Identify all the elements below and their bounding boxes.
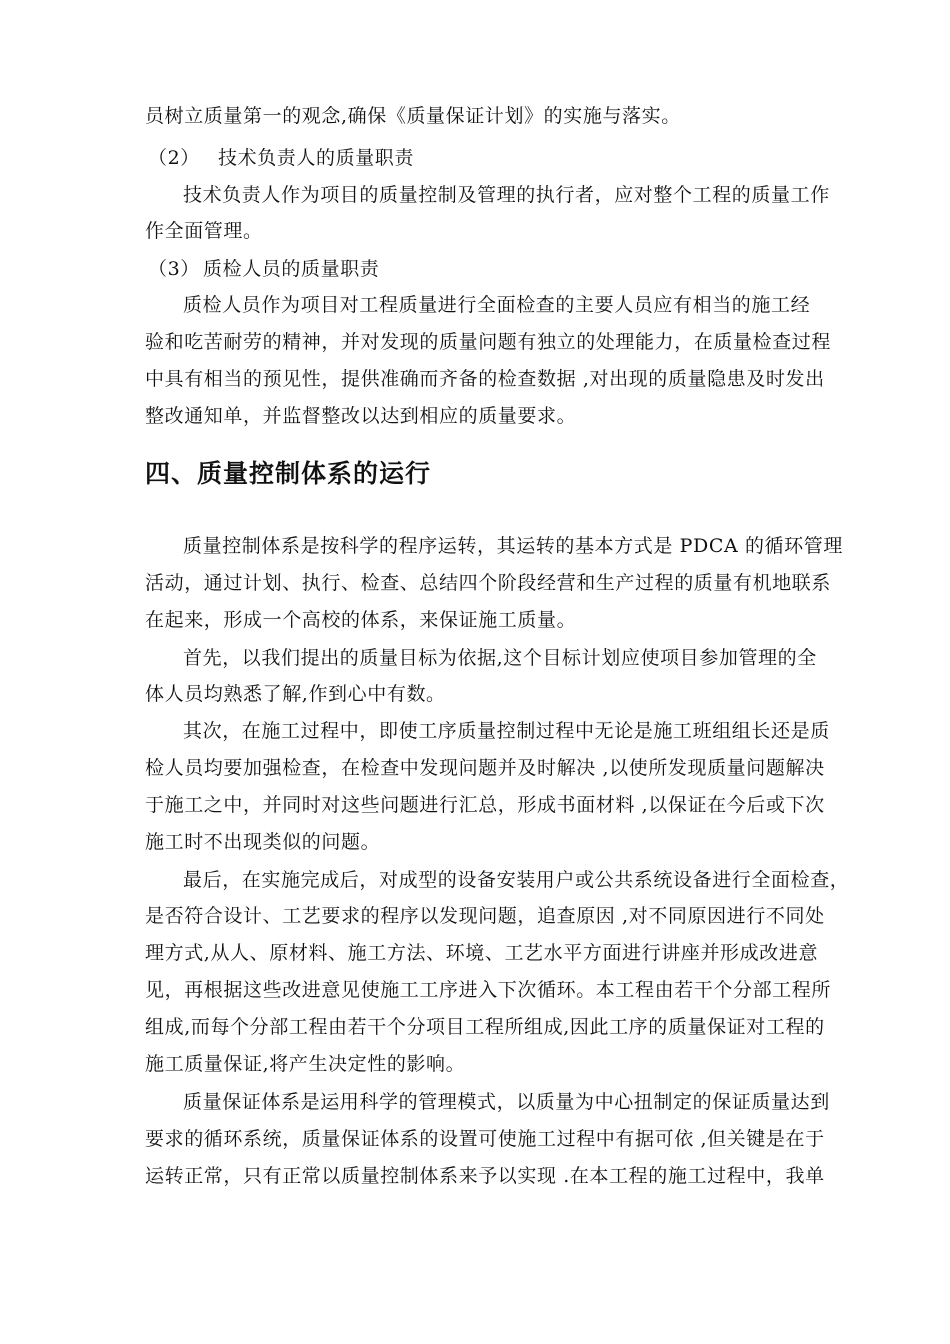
body-line: 理方式,从人、原材料、施工方法、环境、工艺水平方面进行讲座并形成改进意 [145, 942, 819, 964]
item3-number: （3） [148, 258, 200, 280]
body-line: 在起来，形成一个高校的体系，来保证施工质量。 [145, 609, 577, 631]
body-line: 运转正常，只有正常以质量控制体系来予以实现 .在本工程的施工过程中，我单 [145, 1165, 825, 1187]
body-line: 施工质量保证,将产生决定性的影响。 [145, 1053, 466, 1075]
body-line: 要求的循环系统，质量保证体系的设置可使施工过程中有据可依 ,但关键是在于 [145, 1128, 825, 1150]
item3-body-line: 整改通知单，并监督整改以达到相应的质量要求。 [145, 405, 577, 427]
item3-body-line: 质检人员作为项目对工程质量进行全面检查的主要人员应有相当的施工经 [183, 294, 811, 316]
intro-tail-line: 员树立质量第一的观念,确保《质量保证计划》的实施与落实。 [145, 105, 681, 127]
item3-body-line: 中具有相当的预见性，提供准确而齐备的检查数据 ,对出现的质量隐患及时发出 [145, 368, 825, 390]
body-line: 是否符合设计、工艺要求的程序以发现问题，追查原因 ,对不同原因进行不同处 [145, 905, 825, 927]
body-line: 体人员均熟悉了解,作到心中有数。 [145, 683, 446, 705]
body-line: 施工时不出现类似的问题。 [145, 831, 381, 853]
body-line: 质量控制体系是按科学的程序运转，其运转的基本方式是 PDCA 的循环管理 [183, 535, 843, 557]
item2-number: （2） [148, 147, 200, 169]
item3-body-line: 验和吃苦耐劳的精神，并对发现的质量问题有独立的处理能力，在质量检查过程 [145, 331, 832, 353]
body-line: 组成,而每个分部工程由若干个分项目工程所组成,因此工序的质量保证对工程的 [145, 1016, 825, 1038]
body-line: 见，再根据这些改进意见使施工工序进入下次循环。本工程由若干个分部工程所 [145, 979, 832, 1001]
item2-title: 技术负责人的质量职责 [218, 147, 415, 169]
body-line: 其次，在施工过程中，即使工序质量控制过程中无论是施工班组组长还是质 [183, 720, 830, 742]
body-line: 活动，通过计划、执行、检查、总结四个阶段经营和生产过程的质量有机地联系 [145, 572, 832, 594]
body-line: 最后，在实施完成后，对成型的设备安装用户或公共系统设备进行全面检查， [183, 869, 850, 891]
body-line: 首先，以我们提出的质量目标为依据,这个目标计划应使项目参加管理的全 [183, 647, 817, 669]
section-heading: 四、质量控制体系的运行 [145, 459, 432, 488]
body-line: 质量保证体系是运用科学的管理模式，以质量为中心扭制定的保证质量达到 [183, 1091, 830, 1113]
body-line: 检人员均要加强检查，在检查中发现问题并及时解决 ,以使所发现质量问题解决 [145, 757, 825, 779]
item2-body-line: 技术负责人作为项目的质量控制及管理的执行者，应对整个工程的质量工作 [183, 184, 830, 206]
body-line: 于施工之中，并同时对这些问题进行汇总，形成书面材料 ,以保证在今后或下次 [145, 794, 825, 816]
item2-body-line: 作全面管理。 [145, 220, 263, 242]
item3-title: 质检人员的质量职责 [203, 258, 380, 280]
